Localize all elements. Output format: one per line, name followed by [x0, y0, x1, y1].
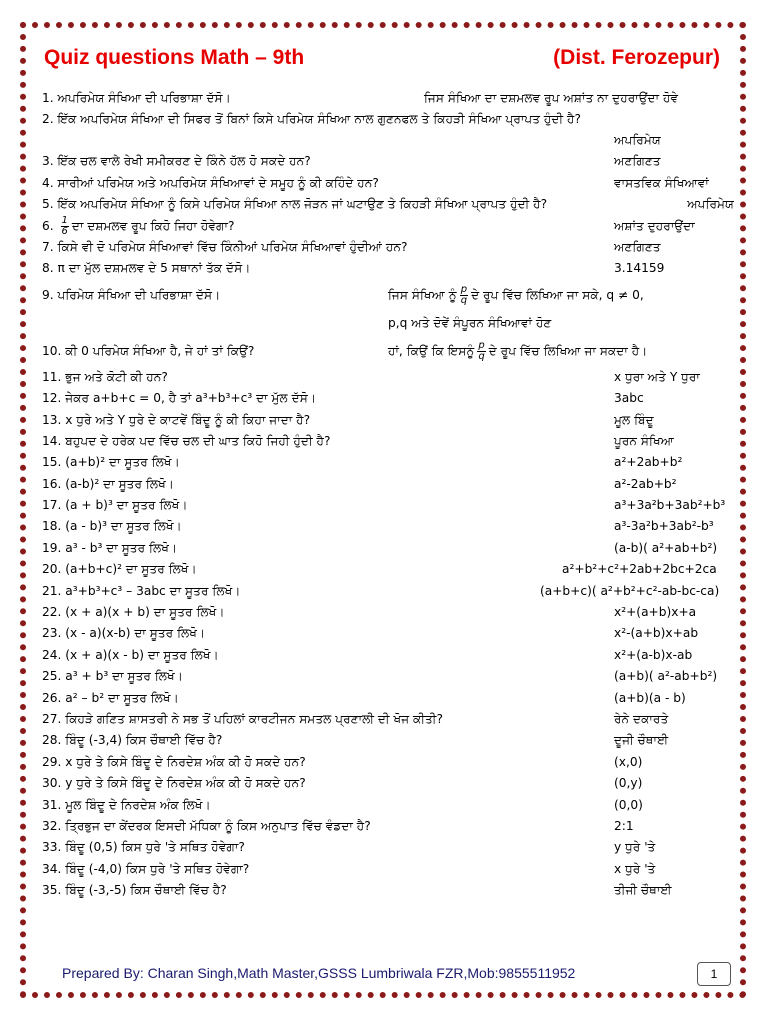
question-text: [42, 538, 177, 559]
answer-text: [614, 367, 700, 388]
fraction-denominator: q: [460, 294, 468, 306]
question-text: [42, 336, 254, 367]
question-label: ਬਹੁਪਦ ਦੇ ਹਰੇਕ ਪਦ ਵਿੱਚ ਚਲ ਦੀ ਘਾਤ ਕਿਹੋ ਜਿਹੀ ਹੁੰਦੀ ਹੈ?: [65, 433, 331, 448]
answer-label: ਅਣਗਿਣਤ: [614, 154, 661, 169]
district-label: (Dist. Ferozepur): [553, 46, 720, 69]
question-text: [42, 645, 219, 666]
question-text: [42, 237, 407, 258]
question-label: ਮੂਲ ਬਿੰਦੂ ਦੇ ਨਿਰਦੇਸ਼ ਅੰਕ ਲਿਖੋ।: [65, 797, 211, 812]
question-row: [40, 88, 740, 109]
question-number: 12.: [42, 391, 62, 406]
answer-text: [614, 173, 709, 194]
document-title: Quiz questions Math – 9th: [44, 46, 305, 69]
question-text: [42, 559, 197, 580]
answer-text: [614, 216, 695, 237]
answer-text: [540, 581, 719, 602]
question-list: [40, 88, 740, 902]
question-row: [40, 452, 740, 473]
question-number: 18.: [42, 519, 62, 534]
question-row: [40, 559, 740, 580]
page-number: 1: [697, 962, 731, 986]
answer-text: [614, 474, 677, 495]
answer-text: [614, 130, 661, 151]
question-row: [40, 109, 740, 151]
answer-label: ਤੀਜੀ ਚੌਥਾਈ: [614, 883, 672, 898]
answer-label: x²-(a+b)x+ab: [614, 626, 699, 641]
answer-text: [614, 730, 668, 751]
question-label: ਜੇਕਰ a+b+c = 0, ਹੈ ਤਾਂ a³+b³+c³ ਦਾ ਮੁੱਲ ਦੱਸੋ।: [65, 391, 317, 406]
question-label: a² – b² ਦਾ ਸੂਤਰ ਲਿਖੋ।: [65, 690, 179, 705]
question-row: [40, 880, 740, 901]
question-row: [40, 495, 740, 516]
footer-credit: Prepared By: Charan Singh,Math Master,GSSS Lumbriwala FZR,Mob:9855511952: [62, 965, 576, 981]
question-number: 5.: [42, 197, 54, 212]
answer-label: ਵਾਸਤਵਿਕ ਸੰਖਿਆਵਾਂ: [614, 175, 709, 190]
question-text: [42, 709, 443, 730]
answer-text: [614, 258, 664, 279]
question-row: [40, 410, 740, 431]
question-label: π ਦਾ ਮੁੱਲ ਦਸ਼ਮਲਵ ਦੇ 5 ਸਥਾਨਾਂ ਤੱਕ ਦੱਸੋ।: [57, 261, 251, 276]
answer-text: [614, 709, 668, 730]
question-row: [40, 367, 740, 388]
question-text: [42, 173, 379, 194]
question-number: 9.: [42, 287, 54, 302]
answer-label: x²+(a+b)x+a: [614, 605, 697, 620]
answer-text: [614, 773, 642, 794]
answer-text: [614, 431, 674, 452]
question-label: ਬਿੰਦੂ (-4,0) ਕਿਸ ਧੁਰੇ 'ਤੇ ਸਥਿਤ ਹੋਵੇਗਾ?: [65, 861, 250, 876]
question-label: a³ - b³ ਦਾ ਸੂਤਰ ਲਿਖੋ।: [65, 540, 178, 555]
answer-label: (0,0): [614, 797, 643, 812]
answer-text: [687, 194, 734, 215]
answer-text: [614, 752, 642, 773]
question-label: a³ + b³ ਦਾ ਸੂਤਰ ਲਿਖੋ।: [65, 669, 183, 684]
answer-label: (a+b)( a²-ab+b²): [614, 669, 718, 684]
answer-text: [614, 516, 714, 537]
fraction-denominator: 6: [61, 225, 68, 237]
question-row: [40, 151, 740, 172]
question-row: [40, 816, 740, 837]
question-label: ਸਾਰੀਆਂ ਪਰਿਮੇਯ ਅਤੇ ਅਪਰਿਮੇਯ ਸੰਖਿਆਵਾਂ ਦੇ ਸਮੂਹ ਨੂੰ ਕੀ ਕਹਿੰਦੇ ਹਨ?: [57, 175, 379, 190]
answer-prefix: ਹਾਂ, ਕਿਉਂ ਕਿ ਇਸਨੂੰ: [388, 343, 475, 358]
question-text: [42, 194, 547, 215]
question-number: 34.: [42, 861, 62, 876]
answer-label: 3.14159: [614, 261, 665, 276]
answer-text: [388, 280, 644, 311]
answer-text: [614, 795, 643, 816]
question-number: 6.: [42, 218, 54, 233]
question-label: ਇੱਕ ਅਪਰਿਮੇਯ ਸੰਖਿਆ ਦੀ ਸਿਫਰ ਤੋਂ ਬਿਨਾਂ ਕਿਸੇ ਪਰਿਮੇਯ ਸੰਖਿਆ ਨਾਲ ਗੁਣਨਫਲ ਤੇ ਕਿਹੜੀ ਸੰਖਿਆ ਪ੍ਰਾਪਤ ਹੁੰਦੀ ਹੈ?: [57, 112, 581, 127]
fraction-denominator: q: [478, 350, 485, 362]
question-label: ਕਿਸੇ ਵੀ ਦੋ ਪਰਿਮੇਯ ਸੰਖਿਆਵਾਂ ਵਿੱਚ ਕਿੰਨੀਆਂ ਪਰਿਮੇਯ ਸੰਖਿਆਵਾਂ ਹੁੰਦੀਆਂ ਹਨ?: [57, 239, 408, 254]
question-text: [42, 431, 330, 452]
question-text: [42, 474, 174, 495]
fraction: [460, 285, 468, 306]
question-row: [40, 752, 740, 773]
question-label: ਬਿੰਦੂ (0,5) ਕਿਸ ਧੁਰੇ 'ਤੇ ਸਥਿਤ ਹੋਵੇਗਾ?: [65, 840, 245, 855]
question-number: 15.: [42, 455, 62, 470]
question-row: [40, 623, 740, 644]
answer-label: ਅਪਰਿਮੇਯ: [687, 197, 734, 212]
question-number: 35.: [42, 883, 62, 898]
answer-label: (x,0): [614, 754, 643, 769]
question-number: 26.: [42, 690, 62, 705]
answer-text: [562, 559, 717, 580]
question-label: ਇੱਕ ਅਪਰਿਮੇਯ ਸੰਖਿਆ ਨੂੰ ਕਿਸੇ ਪਰਿਮੇਯ ਸੰਖਿਆ ਨਾਲ ਜੋੜਨ ਜਾਂ ਘਟਾਉਣ ਤੇ ਕਿਹੜੀ ਸੰਖਿਆ ਪ੍ਰਾਪਤ ਹੁੰਦੀ ਹੈ?: [57, 197, 548, 212]
question-number: 23.: [42, 626, 62, 641]
question-row: [40, 237, 740, 258]
question-label: ਤ੍ਰਿਭੁਜ ਦਾ ਕੇਂਦਰਕ ਇਸਦੀ ਮੱਧਿਕਾ ਨੂੰ ਕਿਸ ਅਨੁਪਾਤ ਵਿੱਚ ਵੰਡਦਾ ਹੈ?: [65, 818, 371, 833]
answer-label: ਅਸ਼ਾਂਤ ਦੁਹਰਾਉਂਦਾ: [614, 218, 695, 233]
answer-text: [614, 688, 686, 709]
answer-label: (0,y): [614, 776, 643, 791]
answer-label: (a+b)(a - b): [614, 690, 686, 705]
answer-label: (a-b)( a²+ab+b²): [614, 540, 718, 555]
question-row: [40, 216, 740, 237]
answer-text: [388, 336, 647, 367]
question-text: [42, 452, 180, 473]
question-text: [42, 258, 250, 279]
question-label: (a-b)² ਦਾ ਸੂਤਰ ਲਿਖੋ।: [65, 476, 175, 491]
answer-label: ਦੇ ਰੂਪ ਵਿੱਚ ਲਿਖਿਆ ਜਾ ਸਕੇ, q ≠ 0,: [471, 287, 644, 302]
answer-label: x²+(a-b)x-ab: [614, 647, 693, 662]
question-text: [42, 752, 306, 773]
question-text: [42, 773, 306, 794]
fraction: [477, 341, 485, 362]
answer-continuation: p,q ਅਤੇ ਦੋਵੇਂ ਸੰਪੂਰਨ ਸੰਖਿਆਵਾਂ ਹੋਣ: [388, 315, 552, 330]
answer-label: ਪੂਰਨ ਸੰਖਿਆ: [614, 433, 674, 448]
question-text: [42, 109, 581, 130]
question-text: [42, 388, 316, 409]
question-number: 8.: [42, 261, 54, 276]
question-label: ਭੁਜ ਅਤੇ ਕੋਟੀ ਕੀ ਹਨ?: [65, 369, 168, 384]
question-label: ਬਿੰਦੂ (-3,4) ਕਿਸ ਚੌਥਾਈ ਵਿੱਚ ਹੈ?: [65, 733, 223, 748]
question-label: ਕਿਹੜੇ ਗਣਿਤ ਸ਼ਾਸਤਰੀ ਨੇ ਸਭ ਤੋਂ ਪਹਿਲਾਂ ਕਾਰਟੀਜਨ ਸਮਤਲ ਪ੍ਰਣਾਲੀ ਦੀ ਖੋਜ ਕੀਤੀ?: [65, 711, 443, 726]
question-label: (a + b)³ ਦਾ ਸੂਤਰ ਲਿਖੋ।: [65, 498, 188, 513]
question-row: [40, 474, 740, 495]
question-text: [42, 837, 245, 858]
question-row: [40, 688, 740, 709]
answer-prefix: ਜਿਸ ਸੰਖਿਆ ਨੂੰ: [388, 287, 457, 302]
question-text: [42, 859, 249, 880]
question-row: [40, 538, 740, 559]
question-row: [40, 431, 740, 452]
question-number: 11.: [42, 369, 62, 384]
question-row: [40, 280, 740, 336]
answer-label: ਮੂਲ ਬਿੰਦੂ: [614, 412, 654, 427]
answer-text: [614, 623, 698, 644]
question-label: (a+b+c)² ਦਾ ਸੂਤਰ ਲਿਖੋ।: [65, 562, 197, 577]
question-row: [40, 516, 740, 537]
answer-label: ਦੇ ਰੂਪ ਵਿੱਚ ਲਿਖਿਆ ਜਾ ਸਕਦਾ ਹੈ।: [488, 343, 648, 358]
answer-label: x ਧੁਰਾ ਅਤੇ Y ਧੁਰਾ: [614, 369, 700, 384]
question-row: [40, 645, 740, 666]
question-number: 24.: [42, 647, 62, 662]
question-row: [40, 795, 740, 816]
answer-text: [614, 816, 634, 837]
question-text: [42, 795, 211, 816]
answer-text: [614, 151, 661, 172]
question-number: 3.: [42, 154, 54, 169]
answer-text: [614, 859, 655, 880]
question-number: 19.: [42, 540, 62, 555]
question-row: [40, 666, 740, 687]
question-row: [40, 173, 740, 194]
question-row: [40, 336, 740, 367]
question-text: [42, 816, 371, 837]
answer-text: [614, 837, 655, 858]
question-text: [42, 280, 220, 311]
question-number: 28.: [42, 733, 62, 748]
question-row: [40, 258, 740, 279]
answer-label: ਅਪਰਿਮੇਯ: [614, 133, 661, 148]
answer-label: ਰੇਨੇ ਦਕਾਰਤੇ: [614, 711, 669, 726]
question-number: 27.: [42, 711, 62, 726]
question-number: 33.: [42, 840, 62, 855]
question-row: [40, 730, 740, 751]
question-text: [42, 666, 183, 687]
fraction: [61, 216, 69, 237]
answer-text: [614, 388, 644, 409]
question-row: [40, 388, 740, 409]
question-number: 21.: [42, 583, 62, 598]
answer-label: x ਧੁਰੇ 'ਤੇ: [614, 861, 656, 876]
question-label: (a+b)² ਦਾ ਸੂਤਰ ਲਿਖੋ।: [65, 455, 180, 470]
question-number: 7.: [42, 239, 54, 254]
question-label: y ਧੁਰੇ ਤੇ ਕਿਸੇ ਬਿੰਦੂ ਦੇ ਨਿਰਦੇਸ਼ ਅੰਕ ਕੀ ਹੋ ਸਕਦੇ ਹਨ?: [65, 776, 306, 791]
answer-label: a³+3a²b+3ab²+b³: [614, 498, 726, 513]
question-number: 16.: [42, 476, 62, 491]
question-text: [42, 151, 311, 172]
answer-text: [614, 880, 672, 901]
question-text: [42, 688, 179, 709]
answer-label: a²+2ab+b²: [614, 455, 683, 470]
question-row: [40, 581, 740, 602]
question-label: ਅਪਰਿਮੇਯ ਸੰਖਿਆ ਦੀ ਪਰਿਭਾਸ਼ਾ ਦੱਸੋ।: [57, 91, 231, 105]
answer-label: 3abc: [614, 391, 644, 406]
question-label: ਪਰਿਮੇਯ ਸੰਖਿਆ ਦੀ ਪਰਿਭਾਸ਼ਾ ਦੱਸੋ।: [57, 287, 221, 302]
question-text: [42, 410, 310, 431]
answer-label: 2:1: [614, 818, 634, 833]
question-number: 32.: [42, 818, 62, 833]
question-number: 20.: [42, 562, 62, 577]
question-number: 13.: [42, 412, 62, 427]
question-number: 25.: [42, 669, 62, 684]
question-label: (x - a)(x-b) ਦਾ ਸੂਤਰ ਲਿਖੋ।: [65, 626, 206, 641]
question-number: 31.: [42, 797, 62, 812]
question-label: ਕੀ 0 ਪਰਿਮੇਯ ਸੰਖਿਆ ਹੈ, ਜੇ ਹਾਂ ਤਾਂ ਕਿਉਂ?: [65, 343, 255, 358]
answer-label: (a+b+c)( a²+b²+c²-ab-bc-ca): [540, 583, 720, 598]
question-label: x ਧੁਰੇ ਅਤੇ Y ਧੁਰੇ ਦੇ ਕਾਟਵੇਂ ਬਿੰਦੂ ਨੂੰ ਕੀ ਕਿਹਾ ਜਾਦਾ ਹੈ?: [65, 412, 311, 427]
answer-label: a³-3a²b+3ab²-b³: [614, 519, 714, 534]
question-text: [42, 623, 205, 644]
fraction-numerator: p: [460, 283, 468, 295]
answer-text: [614, 602, 696, 623]
answer-label: ਅਣਗਿਣਤ: [614, 239, 661, 254]
question-number: 30.: [42, 776, 62, 791]
question-number: 29.: [42, 754, 62, 769]
question-row: [40, 194, 740, 215]
question-text: [42, 880, 227, 901]
answer-label: a²-2ab+b²: [614, 476, 677, 491]
question-text: [42, 602, 225, 623]
answer-label: y ਧੁਰੇ 'ਤੇ: [614, 840, 656, 855]
answer-text: [614, 452, 682, 473]
answer-text: [614, 410, 654, 431]
question-number: 22.: [42, 605, 62, 620]
question-row: [40, 602, 740, 623]
question-label: ਇੱਕ ਚਲ ਵਾਲੇ ਰੇਖੀ ਸਮੀਕਰਣ ਦੇ ਕਿੰਨੇ ਹੱਲ ਹੋ ਸਕਦੇ ਹਨ?: [57, 154, 311, 169]
answer-label: ਜਿਸ ਸੰਖਿਆ ਦਾ ਦਸ਼ਮਲਵ ਰੂਪ ਅਸ਼ਾਂਤ ਨਾ ਦੁਹਰਾਉਂਦਾ ਹੋਵੇ: [424, 91, 679, 105]
question-row: [40, 709, 740, 730]
question-label: (x + a)(x + b) ਦਾ ਸੂਤਰ ਲਿਖੋ।: [65, 605, 225, 620]
question-row: [40, 837, 740, 858]
question-number: 4.: [42, 175, 54, 190]
question-text: [42, 88, 231, 109]
answer-text: [614, 645, 692, 666]
question-number: 1.: [42, 91, 54, 105]
answer-label: ਦੂਜੀ ਚੌਥਾਈ: [614, 733, 669, 748]
question-label: ਬਿੰਦੂ (-3,-5) ਕਿਸ ਚੌਥਾਈ ਵਿੱਚ ਹੈ?: [65, 883, 227, 898]
question-text: [42, 367, 168, 388]
answer-text: [614, 237, 661, 258]
answer-text: [614, 538, 717, 559]
answer-text: [614, 495, 725, 516]
answer-label: a²+b²+c²+2ab+2bc+2ca: [562, 562, 717, 577]
question-label: (a - b)³ ਦਾ ਸੂਤਰ ਲਿਖੋ।: [65, 519, 182, 534]
question-number: 17.: [42, 498, 62, 513]
question-text: [42, 581, 241, 602]
question-label: (x + a)(x - b) ਦਾ ਸੂਤਰ ਲਿਖੋ।: [65, 647, 219, 662]
question-row: [40, 859, 740, 880]
question-text: [42, 216, 234, 237]
fraction-numerator: p: [478, 339, 485, 351]
question-text: [42, 495, 188, 516]
fraction-numerator: 1: [61, 214, 68, 226]
question-number: 2.: [42, 112, 54, 127]
question-text: [42, 730, 222, 751]
question-label: x ਧੁਰੇ ਤੇ ਕਿਸੇ ਬਿੰਦੂ ਦੇ ਨਿਰਦੇਸ਼ ਅੰਕ ਕੀ ਹੋ ਸਕਦੇ ਹਨ?: [65, 754, 306, 769]
question-text: [42, 516, 182, 537]
question-row: [40, 773, 740, 794]
question-number: 10.: [42, 343, 62, 358]
question-label: a³+b³+c³ – 3abc ਦਾ ਸੂਤਰ ਲਿਖੋ।: [65, 583, 241, 598]
answer-text: [614, 666, 717, 687]
question-label: ਦਾ ਦਸ਼ਮਲਵ ਰੂਪ ਕਿਹੋ ਜਿਹਾ ਹੋਵੇਗਾ?: [71, 218, 235, 233]
question-number: 14.: [42, 433, 62, 448]
answer-text: [424, 88, 678, 109]
